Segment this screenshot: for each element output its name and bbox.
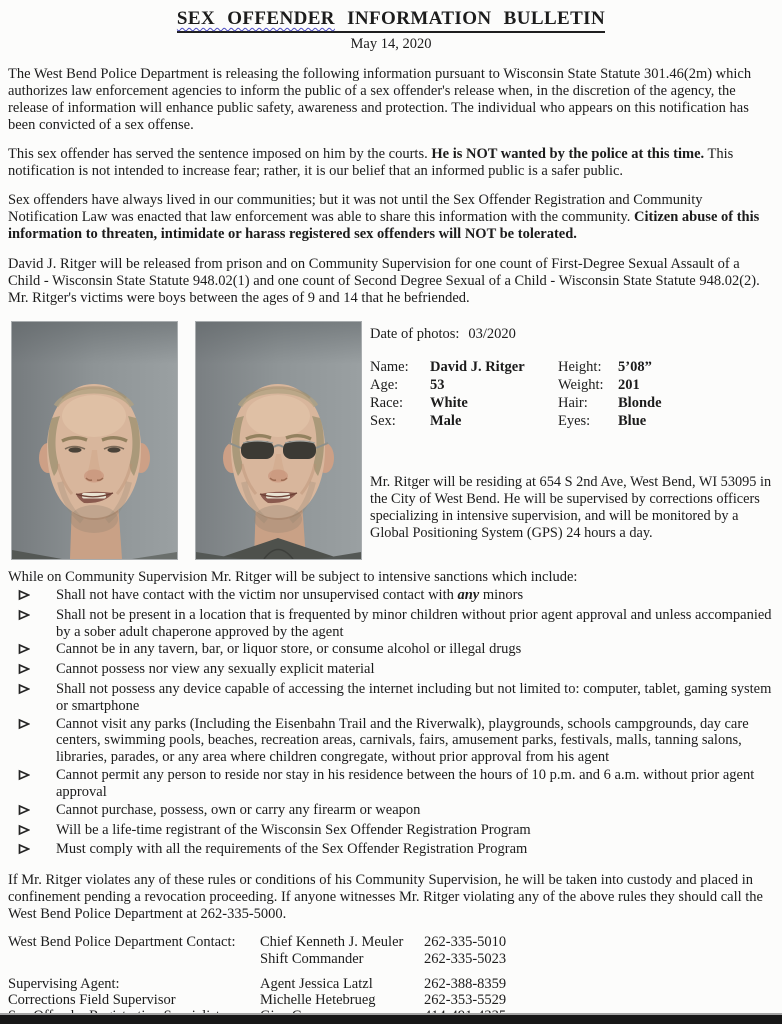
not-wanted-paragraph bbox=[8, 146, 774, 180]
sanction-item bbox=[8, 802, 774, 821]
contact-name: Shift Commander bbox=[260, 950, 364, 967]
sanction-text: Cannot purchase, possess, own or carry any firearm or weapon bbox=[56, 801, 421, 818]
photo-date-value: 03/2020 bbox=[468, 325, 516, 342]
detail-value: 53 bbox=[430, 377, 445, 394]
sanction-item bbox=[8, 841, 774, 860]
contact-role bbox=[8, 951, 260, 967]
scan-edge-bar bbox=[0, 1013, 782, 1024]
sanction-text: Cannot be in any tavern, bar, or liquor store, or consume alcohol or illegal drugs bbox=[56, 641, 522, 658]
photo-date-label: Date of photos: bbox=[370, 325, 460, 342]
offense-paragraph: David J. Ritger will be released from prison and on Community Supervision for one count of First-Degree Sexual Assault of a Child - Wisconsin State Statute 948.02(1) and one count of Second Degree Sexual of a Child - Wisconsin State Statute 948.02(2). Mr. Ritger's victims were boys between the ages of 9 and 14 that he befriended. bbox=[8, 255, 760, 306]
subject-info-column bbox=[370, 322, 772, 559]
mugshot-front-photo bbox=[12, 322, 177, 559]
arrow-bullet-icon bbox=[18, 681, 56, 715]
sanction-item bbox=[8, 767, 774, 801]
title-part-1: SEX OFFENDER bbox=[176, 8, 335, 29]
not-wanted-bold: He is NOT wanted by the police at this time. bbox=[431, 145, 705, 162]
mugshot-sunglasses-illustration bbox=[196, 322, 361, 559]
arrow-bullet-icon bbox=[18, 587, 56, 606]
contact-role: West Bend Police Department Contact: bbox=[8, 934, 236, 951]
sanction-text: Shall not possess any device capable of accessing the internet including but not limited to: computer, tablet, gaming system or smartphone bbox=[56, 681, 772, 714]
contact-name: Michelle Hetebrueg bbox=[260, 992, 376, 1009]
sanction-text: Cannot visit any parks (Including the Eisenbahn Trail and the Riverwalk), playgrounds, schools campgrounds, day care centers, swimming pools, beaches, recreation areas, carnivals, fairs, amusement parks, festivals, malls, tanning salons, libraries, parades, or any area where children congregate, without prior approval from his agent bbox=[56, 715, 749, 766]
sanction-text: Must comply with all the requirements of the Sex Offender Registration Program bbox=[56, 841, 528, 858]
detail-value: 5’08” bbox=[618, 358, 652, 375]
detail-label: Name: bbox=[370, 358, 409, 375]
sanction-item bbox=[8, 822, 774, 841]
photo-date-line bbox=[370, 326, 772, 343]
sanction-text: Cannot possess nor view any sexually explicit material bbox=[56, 661, 375, 678]
contact-name: Chief Kenneth J. Meuler bbox=[260, 934, 404, 951]
contact-phone: 262-335-5010 bbox=[424, 934, 507, 951]
bulletin-date: May 14, 2020 bbox=[350, 36, 432, 53]
contact-role: Supervising Agent: bbox=[8, 975, 120, 992]
detail-value: White bbox=[430, 395, 468, 412]
community-paragraph bbox=[8, 192, 774, 243]
sanction-item bbox=[8, 607, 774, 641]
detail-label: Height: bbox=[558, 358, 602, 375]
detail-label: Age: bbox=[370, 377, 399, 394]
sanction-text: Will be a life-time registrant of the Wisconsin Sex Offender Registration Program bbox=[56, 821, 531, 838]
sanction-text: Cannot permit any person to reside nor stay in his residence between the hours of 10 p.m. and 6 a.m. without prior agent approval bbox=[56, 767, 755, 800]
detail-label: Race: bbox=[370, 395, 404, 412]
detail-label: Weight: bbox=[558, 377, 604, 394]
detail-value: Blue bbox=[618, 413, 647, 430]
detail-value: David J. Ritger bbox=[430, 358, 525, 375]
title-part-2: INFORMATION BULLETIN bbox=[347, 8, 606, 29]
detail-value: Blonde bbox=[618, 395, 662, 412]
sanctions-section bbox=[8, 569, 774, 860]
detail-label: Hair: bbox=[558, 395, 588, 412]
not-wanted-pre: This sex offender has served the sentence imposed on him by the courts. bbox=[8, 145, 432, 162]
community-bold: Citizen abuse of this information to threaten, intimidate or harass registered sex offenders will NOT be tolerated. bbox=[8, 209, 760, 243]
detail-value: 201 bbox=[618, 377, 640, 394]
residence-paragraph: Mr. Ritger will be residing at 654 S 2nd Ave, West Bend, WI 53095 in the City of West Bend. He will be supervised by corrections officers specializing in intensive supervision, and will be monitored by a Global Positioning System (GPS) 24 hours a day. bbox=[370, 474, 772, 542]
bulletin-header bbox=[0, 8, 782, 54]
sanction-item bbox=[8, 641, 774, 660]
arrow-bullet-icon bbox=[18, 661, 56, 680]
photo-section bbox=[12, 322, 782, 559]
sanction-item bbox=[8, 587, 774, 606]
mugshot-sunglasses-photo bbox=[196, 322, 361, 559]
detail-value: Male bbox=[430, 413, 462, 430]
arrow-bullet-icon bbox=[18, 641, 56, 660]
arrow-bullet-icon bbox=[18, 841, 56, 860]
detail-label: Sex: bbox=[370, 413, 396, 430]
sanction-text: Shall not be present in a location that is frequented by minor children without prior agent approval and unless accompanied by a sober adult chaperone approved by the agent bbox=[56, 606, 772, 640]
subject-details-table bbox=[370, 358, 772, 431]
sanctions-intro: While on Community Supervision Mr. Ritger will be subject to intensive sanctions which include: bbox=[8, 568, 578, 585]
contact-role: Corrections Field Supervisor bbox=[8, 992, 176, 1009]
contact-table bbox=[8, 934, 774, 1024]
arrow-bullet-icon bbox=[18, 802, 56, 821]
contact-name: Agent Jessica Latzl bbox=[260, 975, 373, 992]
sanction-item bbox=[8, 661, 774, 680]
not-wanted-post: This notification is not intended to increase fear; rather, it is our belief that an informed public is a safer public. bbox=[8, 145, 734, 180]
statute-paragraph: The West Bend Police Department is releasing the following information pursuant to Wisconsin State Statute 301.46(2m) which authorizes law enforcement agencies to inform the public of a sex offender's release when, in the discretion of the agency, the release of information will enhance public safety, awareness and protection. The individual who appears on this notification has been convicted of a sex offense. bbox=[8, 65, 752, 133]
arrow-bullet-icon bbox=[18, 607, 56, 641]
contact-phone: 262-353-5529 bbox=[424, 992, 507, 1009]
page-title bbox=[177, 8, 605, 33]
sanction-list bbox=[8, 587, 774, 860]
sanction-item bbox=[8, 681, 774, 715]
arrow-bullet-icon bbox=[18, 822, 56, 841]
arrow-bullet-icon bbox=[18, 767, 56, 801]
arrow-bullet-icon bbox=[18, 716, 56, 766]
sanction-text: Shall not have contact with the victim nor unsupervised contact with any minors bbox=[56, 586, 524, 603]
community-pre: Sex offenders have always lived in our communities; but it was not until the Sex Offender Registration and Community Notification Law was enacted that law enforcement was able to share this information with the community. bbox=[8, 192, 703, 226]
contact-phone: 262-388-8359 bbox=[424, 975, 507, 992]
mugshot-front-illustration bbox=[12, 322, 177, 559]
violation-paragraph: If Mr. Ritger violates any of these rules or conditions of his Community Supervision, he will be taken into custody and placed in confinement pending a revocation proceeding. If anyone witnesses Mr. Ritger violating any of the above rules they should call the West Bend Police Department at 262-335-5000. bbox=[8, 872, 763, 923]
contact-phone: 262-335-5023 bbox=[424, 950, 507, 967]
detail-label: Eyes: bbox=[558, 413, 591, 430]
sanction-item bbox=[8, 716, 774, 766]
